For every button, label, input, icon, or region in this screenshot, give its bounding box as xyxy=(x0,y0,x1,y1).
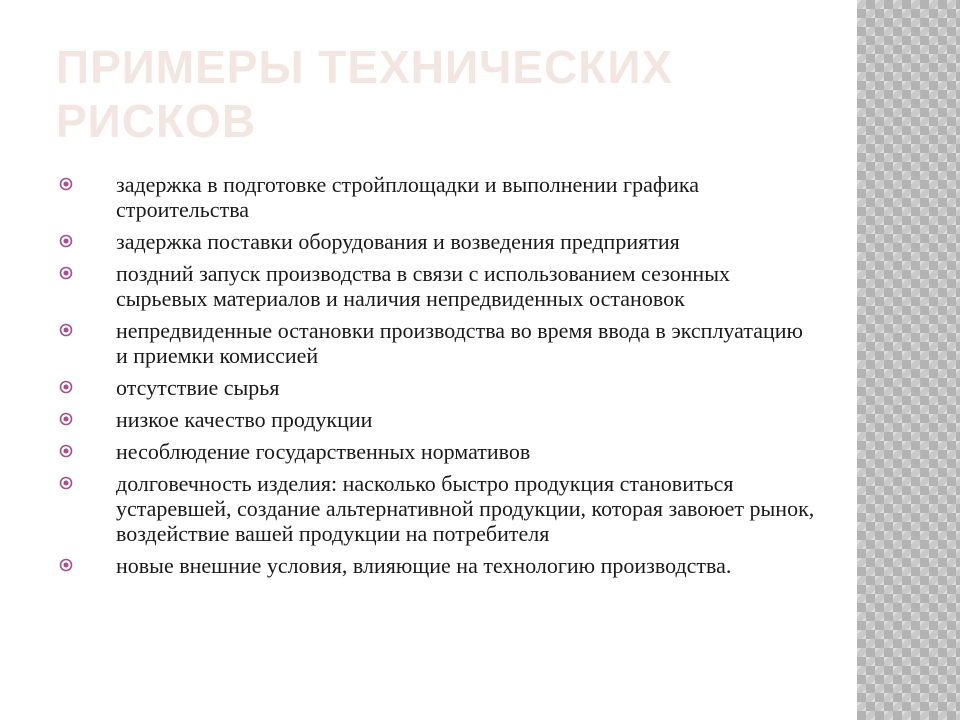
bullet-item xyxy=(58,172,818,222)
bullet-text: долговечность изделия: насколько быстро продукция становиться устаревшей, создание альтернативной продукции, которая завоюет рынок, воздействие вашей продукции на потребителя xyxy=(116,471,815,546)
slide-title: ПРИМЕРЫ ТЕХНИЧЕСКИХ РИСКОВ xyxy=(56,41,674,147)
circled-dot-bullet-icon xyxy=(58,379,74,395)
circled-dot-bullet-icon xyxy=(58,557,74,573)
circled-dot-bullet-icon xyxy=(58,265,74,281)
bullet-item xyxy=(58,407,818,432)
bullet-item xyxy=(58,318,818,368)
circled-dot-bullet-icon xyxy=(58,322,74,338)
circled-dot-bullet-icon xyxy=(58,443,74,459)
bullet-text: отсутствие сырья xyxy=(116,375,280,400)
circled-dot-bullet-icon xyxy=(58,233,74,249)
bullet-text: задержка поставки оборудования и возведения предприятия xyxy=(116,229,680,254)
bullet-item xyxy=(58,439,818,464)
bullet-text: новые внешние условия, влияющие на технологию производства. xyxy=(116,553,732,578)
bullet-text: низкое качество продукции xyxy=(116,407,373,432)
decorative-pattern-strip xyxy=(857,0,960,720)
bullet-item xyxy=(58,471,818,546)
bullet-text: поздний запуск производства в связи с использованием сезонных сырьевых материалов и наличия непредвиденных остановок xyxy=(116,261,730,311)
bullet-text: непредвиденные остановки производства во время ввода в эксплуатацию и приемки комиссией xyxy=(116,318,803,368)
bullet-item xyxy=(58,229,818,254)
bullet-text: задержка в подготовке стройплощадки и выполнении графика строительства xyxy=(116,172,699,222)
circled-dot-bullet-icon xyxy=(58,411,74,427)
bullet-item xyxy=(58,375,818,400)
circled-dot-bullet-icon xyxy=(58,176,74,192)
bullet-item xyxy=(58,553,818,578)
bullet-list xyxy=(58,172,818,585)
bullet-item xyxy=(58,261,818,311)
bullet-text: несоблюдение государственных нормативов xyxy=(116,439,531,464)
circled-dot-bullet-icon xyxy=(58,475,74,491)
